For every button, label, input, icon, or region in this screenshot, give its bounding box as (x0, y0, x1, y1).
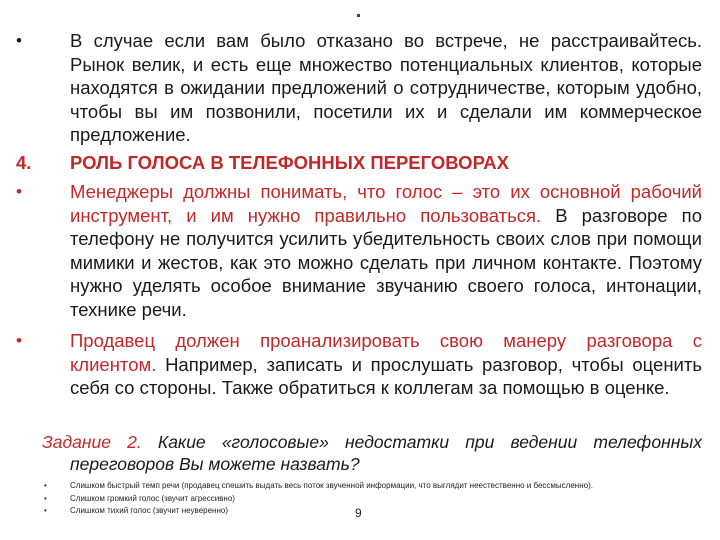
section-heading (16, 152, 509, 174)
list-item: • Слишком быстрый темп речи (продавец спешить выдать весь поток звученной информации, что выглядит неестественно и бессмысленно). (44, 481, 593, 490)
answer-list (44, 480, 593, 518)
body-text: В разговоре по телефону не получится усилить убедительность своих слов при помощи мимики и жестов, как это можно сделать при личном контакте. Поэтому нужно уделять особое внимание звучанию своего голоса, интонации, технике речи. (70, 204, 702, 320)
paragraph-seller (70, 329, 702, 400)
page-number: 9 (355, 506, 362, 520)
top-marker (357, 14, 360, 17)
section-number: 4. (16, 152, 32, 173)
body-text: Например, записать и прослушать разговор, чтобы оценить себя со стороны. Также обратиться к коллегам за помощью в оценке. (70, 353, 702, 399)
task-label: Задание 2. (42, 432, 142, 452)
task-question-line2: переговоров Вы можете назвать? (70, 454, 360, 474)
list-item: • Слишком громкий голос (звучит агрессивно) (44, 493, 235, 503)
paragraph-voice (70, 180, 702, 322)
bullet-marker: • (16, 31, 22, 50)
task-question-line1: Какие «голосовые» недостатки при ведении телефонных (141, 432, 702, 452)
highlight-text: Продавец должен проанализировать свою манеру разговора с клиентом. (70, 330, 702, 375)
list-item: • Слишком тихий голос (звучит неуверенно) (44, 506, 228, 515)
paragraph-rejection: В случае если вам было отказано во встрече, не расстраивайтесь. Рынок велик, и есть еще множество потенциальных клиентов, которые находятся в ожидании предложений о сотрудничестве, которым удобно, чтобы вы им позвонили, посетили их и сделали им коммерческое предложение. (70, 30, 702, 146)
bullet-marker: • (16, 331, 22, 350)
highlight-text: Менеджеры должны понимать, что голос – это их основной рабочий инструмент, и им нужно правильно пользоваться. (70, 181, 702, 226)
section-title: РОЛЬ ГОЛОСА В ТЕЛЕФОННЫХ ПЕРЕГОВОРАХ (70, 152, 509, 173)
bullet-marker: • (16, 182, 22, 201)
task-block (42, 431, 702, 475)
